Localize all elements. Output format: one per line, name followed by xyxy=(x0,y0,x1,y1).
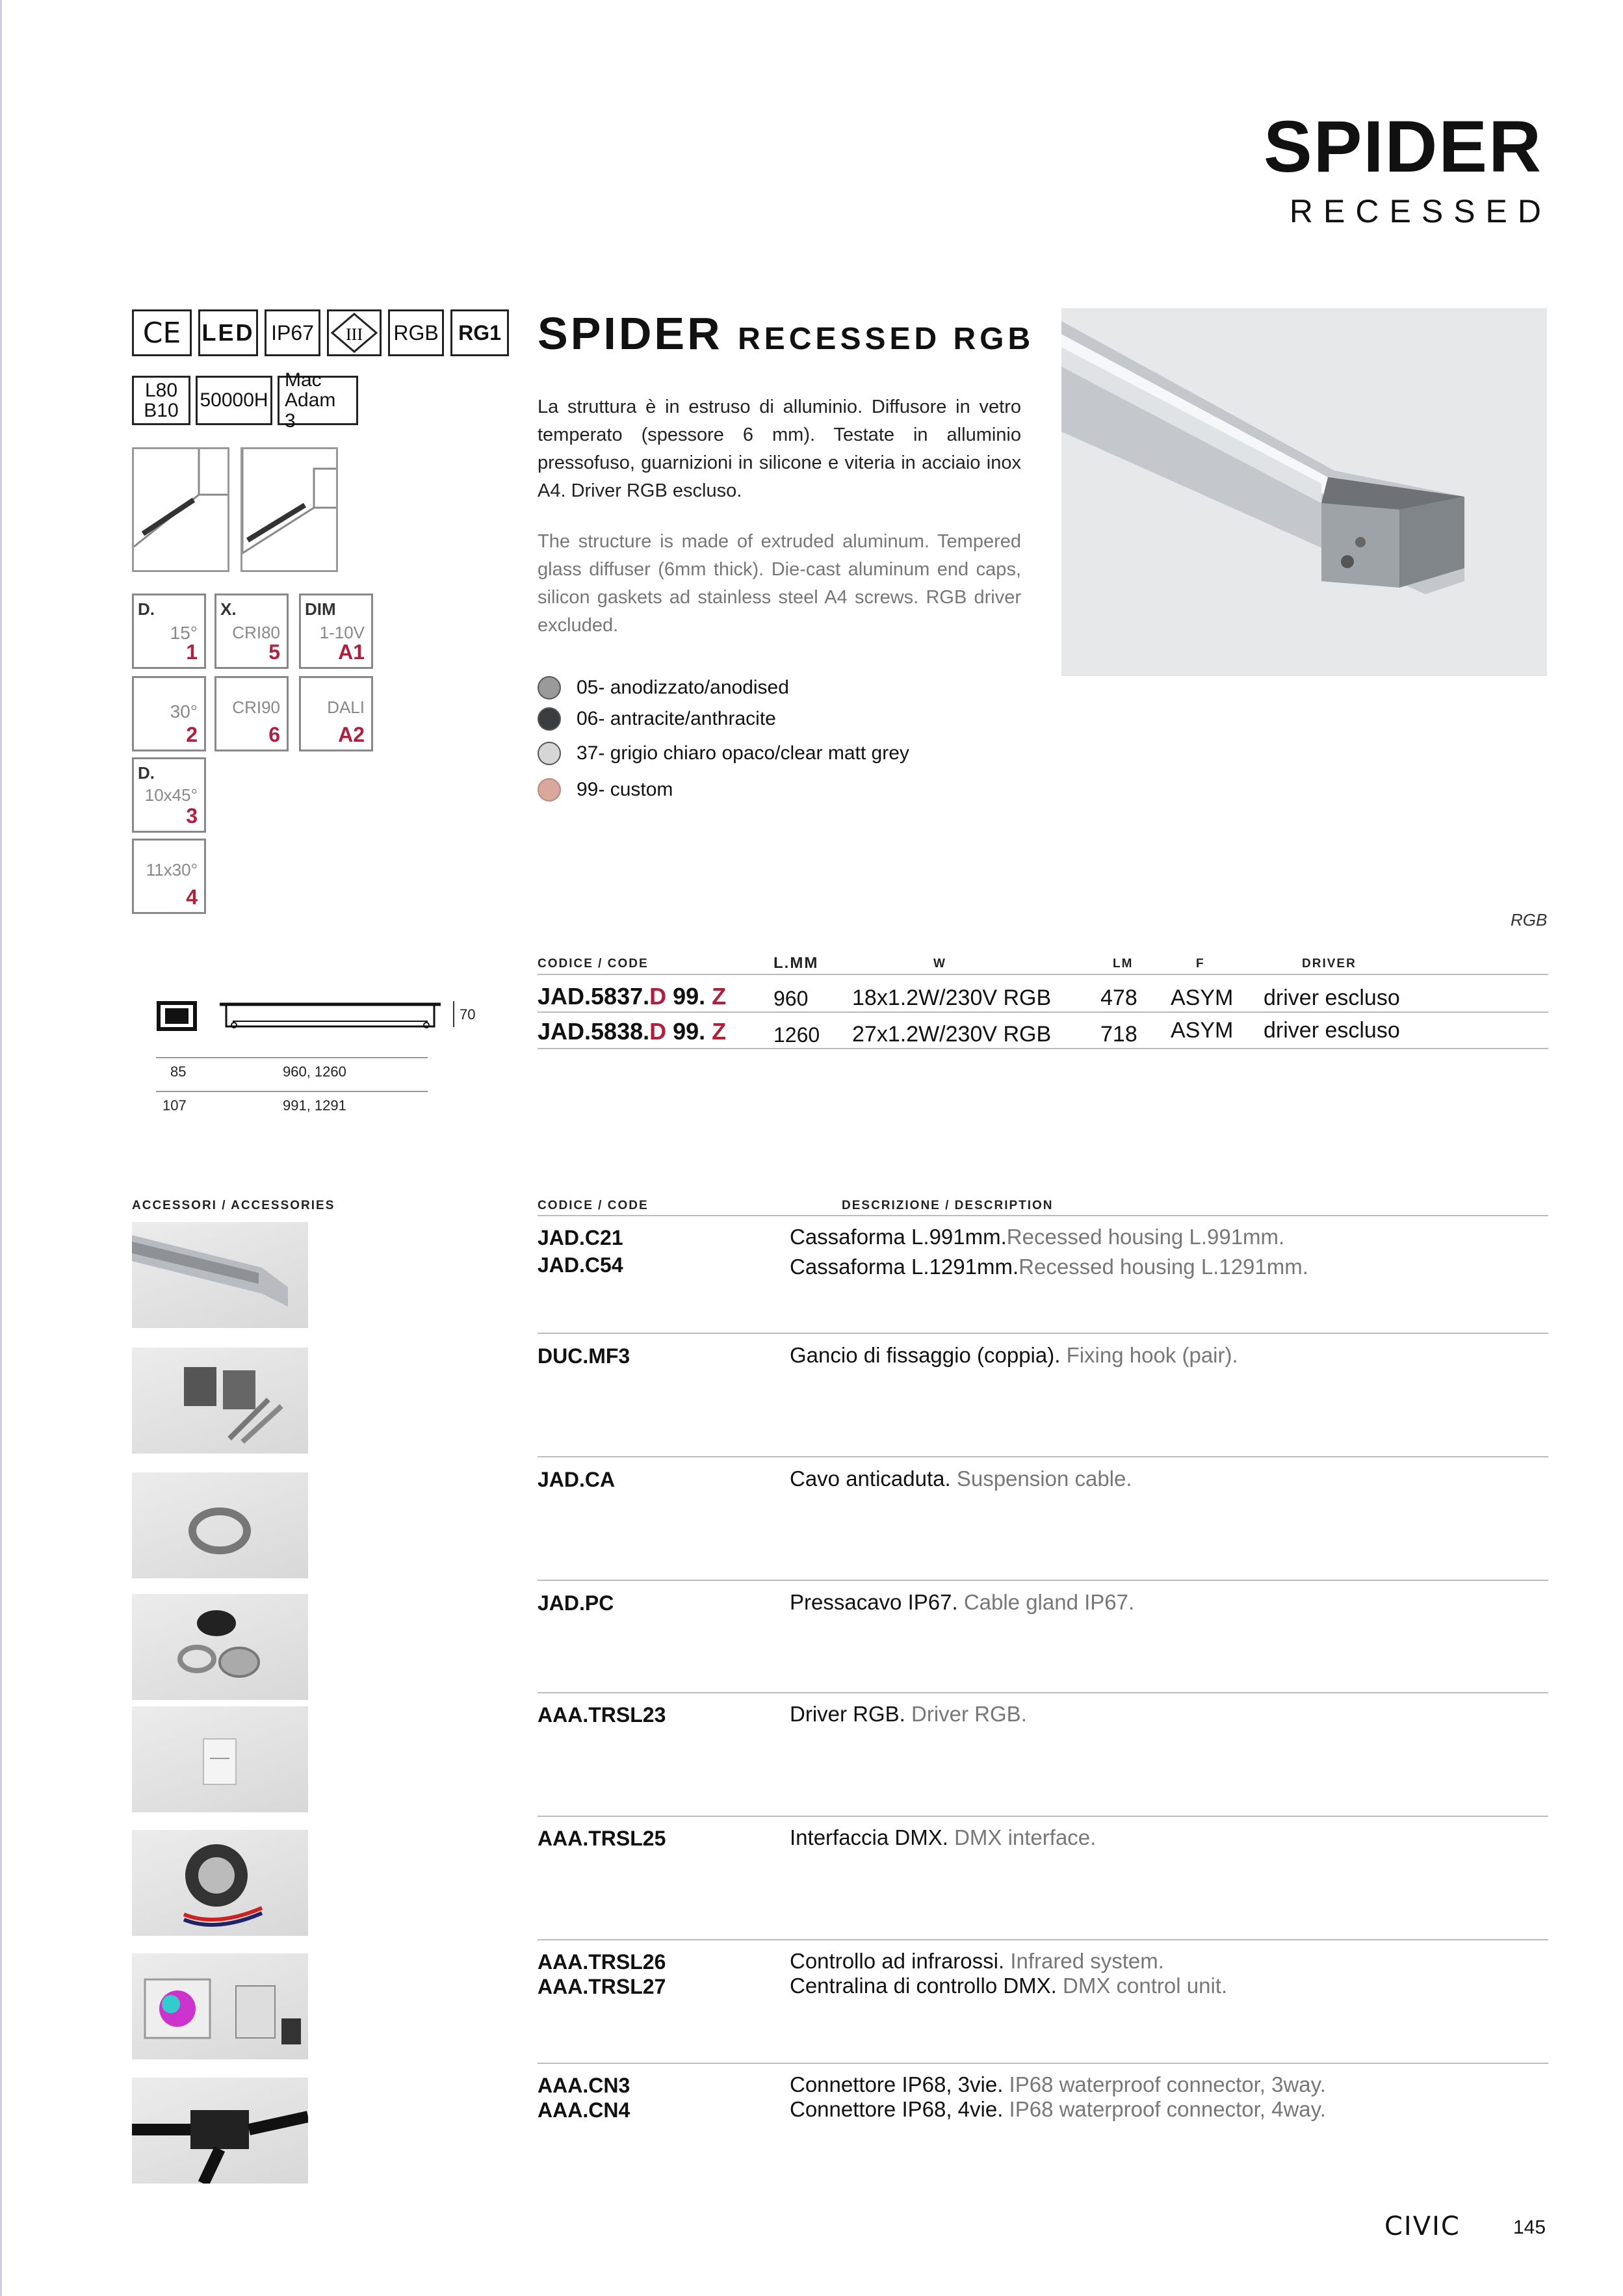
product-photo xyxy=(1061,308,1547,676)
accessory-image-fixing-hook xyxy=(132,1348,308,1454)
accessory-code: AAA.TRSL26 xyxy=(538,1950,666,1974)
rg-badge: RG1 xyxy=(450,309,509,356)
accessories-divider xyxy=(538,2063,1548,2064)
accessory-code: AAA.TRSL23 xyxy=(538,1703,666,1727)
page-number: 145 xyxy=(1513,2217,1546,2238)
finish-custom: 99- custom xyxy=(538,778,673,802)
finish-clear-matt-grey: 37- grigio chiaro opaco/clear matt grey xyxy=(538,742,909,765)
page-title: SPIDER xyxy=(1264,106,1542,187)
table-header-watt: W xyxy=(933,957,946,971)
rgb-badge: RGB xyxy=(388,309,444,356)
table-divider xyxy=(538,1011,1548,1013)
accessory-code: DUC.MF3 xyxy=(538,1344,630,1368)
accessory-description: Interfaccia DMX. DMX interface. xyxy=(790,1825,1097,1849)
table-row: JAD.5838.D 99. Z 1260 27x1.2W/230V RGB 718 ASYM driver escluso xyxy=(538,1018,1400,1047)
dim-line xyxy=(156,1057,428,1058)
brand-logo: CIVIC xyxy=(1384,2211,1461,2241)
option-cri90: CRI90 6 xyxy=(214,676,289,751)
height-marker xyxy=(453,1001,454,1027)
macadam-2: Adam 3 xyxy=(285,389,336,432)
accessory-description: Cassaforma L.991mm.Recessed housing L.991mm. xyxy=(790,1225,1285,1249)
accessories-divider xyxy=(538,1333,1548,1334)
accessory-description: Pressacavo IP67. Cable gland IP67. xyxy=(790,1590,1135,1614)
table-tag: RGB xyxy=(1511,910,1548,930)
svg-text:III: III xyxy=(346,325,363,344)
accessory-description: Cavo anticaduta. Suspension cable. xyxy=(790,1467,1132,1491)
dimension-length-1: 960, 1260 xyxy=(283,1063,346,1080)
option-beam-15: D. 15° 1 xyxy=(132,594,206,669)
accessory-code: JAD.C54 xyxy=(538,1253,623,1277)
lifetime-l: L80 xyxy=(144,379,178,401)
led-badge: LED xyxy=(198,309,258,356)
page-edge xyxy=(0,0,2,2296)
finish-swatch-custom xyxy=(538,778,561,802)
install-illustration-wall xyxy=(240,447,338,572)
accessories-divider xyxy=(538,1215,1548,1216)
option-dim-1-10v: DIM 1-10V A1 xyxy=(299,594,373,669)
dimension-length-2: 991, 1291 xyxy=(283,1097,346,1114)
macadam-1: Mac xyxy=(285,369,322,391)
table-header-f: F xyxy=(1196,957,1205,971)
finish-anodised: 05- anodizzato/anodised xyxy=(538,676,789,699)
accessory-code: AAA.CN3 xyxy=(538,2074,630,2097)
accessories-header-description: DESCRIZIONE / DESCRIPTION xyxy=(842,1199,1054,1212)
accessory-image-dmx-interface xyxy=(132,1830,308,1936)
accessory-image-driver xyxy=(132,1706,308,1812)
lifetime-b: B10 xyxy=(144,400,179,421)
accessory-code: JAD.C21 xyxy=(538,1226,623,1249)
accessory-description: Driver RGB. Driver RGB. xyxy=(790,1702,1027,1726)
accessory-description: Connettore IP68, 3vie. IP68 waterproof connector, 3way. xyxy=(790,2072,1326,2096)
table-header-length: L.MM xyxy=(773,954,819,972)
accessory-code: JAD.CA xyxy=(538,1468,616,1491)
accessories-divider xyxy=(538,1580,1548,1581)
finish-anthracite: 06- antracite/anthracite xyxy=(538,707,776,731)
accessory-code: AAA.CN4 xyxy=(538,2098,630,2122)
option-x-label: X. xyxy=(220,599,237,619)
certification-badges xyxy=(132,309,509,356)
table-header-code: CODICE / CODE xyxy=(538,957,649,971)
section-drawing xyxy=(156,998,468,1040)
page-subtitle: RECESSED xyxy=(1289,193,1552,229)
ce-mark-icon: CE xyxy=(132,309,192,356)
spec-badges xyxy=(132,369,358,432)
class-iii-badge xyxy=(327,309,382,356)
accessory-description: Centralina di controllo DMX. DMX control unit. xyxy=(790,1974,1228,1998)
product-title-variant: RECESSED RGB xyxy=(738,322,1035,356)
accessories-header-code: CODICE / CODE xyxy=(538,1199,649,1212)
accessory-description: Connettore IP68, 4vie. IP68 waterproof connector, 4way. xyxy=(790,2097,1326,2121)
finish-swatch-grey xyxy=(538,742,561,765)
accessory-image-housing xyxy=(132,1222,308,1328)
table-row: JAD.5837.D 99. Z 960 18x1.2W/230V RGB 478 ASYM driver escluso xyxy=(538,983,1400,1010)
accessories-divider xyxy=(538,1692,1548,1693)
accessory-description: Controllo ad infrarossi. Infrared system. xyxy=(790,1949,1164,1973)
option-beam-10x45: D. 10x45° 3 xyxy=(132,757,206,833)
table-divider xyxy=(538,974,1548,975)
product-title: SPIDER RECESSED RGB xyxy=(538,308,1035,359)
table-header-lumen: LM xyxy=(1113,957,1134,971)
accessory-image-infrared-control xyxy=(132,1953,308,2059)
description-english: The structure is made of extruded aluminum. Tempered glass diffuser (6mm thick). Die-cast aluminum end caps, silicon gaskets ad stainless steel A4 screws. RGB driver excluded. xyxy=(538,531,1021,636)
option-dim-dali: DALI A2 xyxy=(299,676,373,751)
class-iii-icon xyxy=(330,311,379,354)
dimension-width-1: 85 xyxy=(170,1063,187,1080)
product-code: JAD.5838.D 99. Z xyxy=(538,1018,727,1045)
lifetime-badge xyxy=(132,376,190,425)
finish-swatch-anodised xyxy=(538,676,561,699)
page-header xyxy=(1264,106,1552,229)
dimension-height: 70 xyxy=(460,1006,476,1023)
option-cri80: X. CRI80 5 xyxy=(214,594,289,669)
accessories-divider xyxy=(538,1816,1548,1817)
accessory-code: AAA.TRSL25 xyxy=(538,1827,666,1850)
table-divider xyxy=(538,1048,1548,1049)
ip-badge: IP67 xyxy=(265,309,320,356)
accessory-image-cable-gland xyxy=(132,1594,308,1700)
option-d2-label: D. xyxy=(138,763,155,783)
dimension-width-2: 107 xyxy=(162,1097,187,1114)
table-header-driver: DRIVER xyxy=(1302,957,1357,971)
accessory-description: Cassaforma L.1291mm.Recessed housing L.1291mm. xyxy=(790,1255,1308,1279)
option-beam-11x30: 11x30° 4 xyxy=(132,839,206,914)
macadam-badge xyxy=(278,369,358,432)
dim-line xyxy=(156,1091,428,1092)
option-d-label: D. xyxy=(138,599,155,619)
accessories-divider xyxy=(538,1456,1548,1457)
accessories-header: ACCESSORI / ACCESSORIES xyxy=(132,1199,335,1212)
install-illustration-corner xyxy=(132,447,229,572)
option-beam-30: 30° 2 xyxy=(132,676,206,751)
accessory-description: Gancio di fissaggio (coppia). Fixing hook (pair). xyxy=(790,1343,1238,1367)
accessories-divider xyxy=(538,1939,1548,1940)
option-dim-label: DIM xyxy=(305,599,336,619)
accessory-image-suspension-cable xyxy=(132,1472,308,1578)
finish-swatch-anthracite xyxy=(538,707,561,731)
product-code: JAD.5837.D 99. Z xyxy=(538,983,727,1010)
description-italian: La struttura è in estruso di alluminio. Diffusore in vetro temperato (spessore 6 mm). Testate in alluminio pressofuso, guarnizioni in silicone e viteria in acciaio inox A4. Driver RGB escluso. xyxy=(538,397,1021,501)
accessory-image-connector xyxy=(132,2078,308,2184)
accessory-code: JAD.PC xyxy=(538,1591,614,1615)
accessory-code: AAA.TRSL27 xyxy=(538,1975,666,1998)
hours-badge: 50000H xyxy=(196,376,272,425)
